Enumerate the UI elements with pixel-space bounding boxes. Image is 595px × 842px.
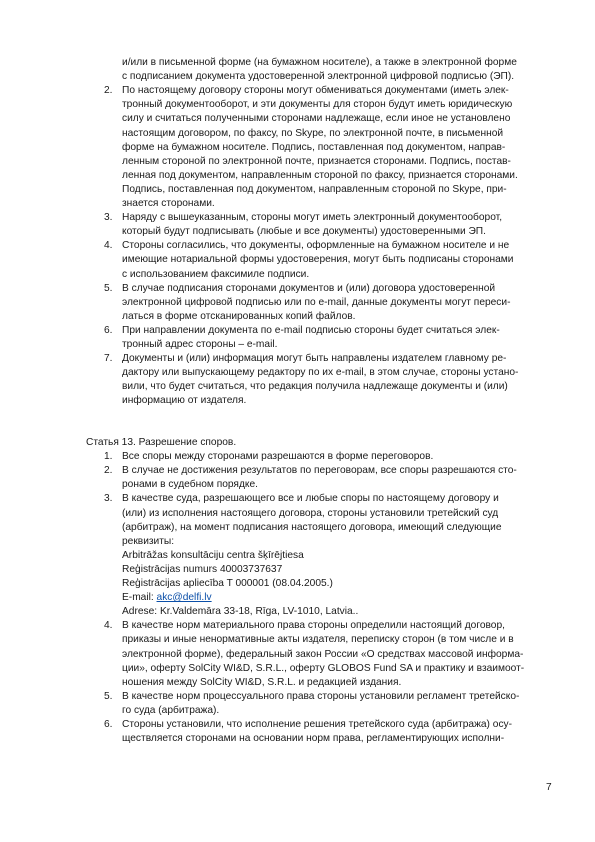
list-item-line: го суда (арбитража). (122, 704, 220, 716)
list-item-line: с использованием факсимиле подписи. (122, 268, 310, 280)
list-item-line: имеющие нотариальной формы удостоверения, могут быть подписаны сторонами (122, 254, 514, 266)
list-item-number: 2. (104, 465, 113, 477)
list-item-line: информацию от издателя. (122, 395, 247, 407)
list-item-number: 7. (104, 353, 113, 365)
list-item-number: 4. (104, 240, 113, 252)
list-item-line: ронами в судебном порядке. (122, 479, 258, 491)
list-item-number: 2. (104, 85, 113, 97)
list-item-line: электронной форме), федеральный закон России «О средствах массовой информа- (122, 648, 524, 660)
list-item-number: 3. (104, 212, 113, 224)
list-item-line: дактору или выпускающему редактору по их e-mail, в этом случае, стороны устано- (122, 367, 519, 379)
list-item-line: ции», оферту SolCity WI&D, S.R.L., оферту GLOBOS Fund SA и практику и взаимоот- (122, 662, 525, 674)
list-item-number: 6. (104, 324, 113, 336)
list-item-line: который будут подписывать (любые и все документы) удостоверенными ЭП. (122, 226, 486, 238)
list-item-line: В случае не достижения результатов по переговорам, все споры разрешаются сто- (122, 465, 517, 477)
requisites-line: Arbitrāžas konsultāciju centra šķīrējtiesa (122, 549, 304, 561)
list-item-line: настоящим договором, по факсу, по Skype, по электронной почте, в письменной (122, 127, 504, 139)
list-item-number: 5. (104, 282, 113, 294)
list-item-line: вили, что будет считаться, что редакция получила надлежаще документы и (или) (122, 381, 508, 393)
page-number: 7 (546, 782, 552, 793)
list-item-line: При направлении документа по e-mail подписью стороны будет считаться элек- (122, 324, 500, 336)
list-item-line: (или) из исполнения настоящего договора, стороны установили третейский суд (122, 507, 499, 519)
list-item-line: форме на бумажном носителе. Подпись, поставленная под документом, направ- (122, 141, 506, 153)
section-heading: Статья 13. Разрешение споров. (86, 437, 237, 448)
list-item-line: Наряду с вышеуказанным, стороны могут иметь электронный документооборот, (122, 212, 503, 224)
list-item-line: силу и считаться полученными сторонами надлежаще, если иное не установлено (122, 113, 511, 125)
list-item-line: В качестве норм процессуального права стороны установили регламент третейско- (122, 690, 520, 702)
list-item-line: латься в форме отсканированных копий файлов. (122, 310, 356, 322)
list-item-line: Подпись, поставленная под документом, направленным стороной по Skype, при- (122, 183, 507, 195)
email-label: E-mail: (122, 592, 157, 604)
list-item-line: приказы и иные ненормативные акты издателя, переписку сторон (в том числе и в (122, 634, 514, 646)
email-link[interactable]: akc@delfi.lv (156, 592, 212, 604)
list-item-line: Все споры между сторонами разрешаются в форме переговоров. (122, 451, 434, 463)
list-item-line: В качестве норм материального права стороны определили настоящий договор, (122, 620, 505, 632)
list-item-line: Документы и (или) информация могут быть направлены издателем главному ре- (122, 353, 507, 365)
requisites-email-line (122, 591, 212, 605)
list-item-number: 4. (104, 620, 113, 632)
requisites-address: Adrese: Kr.Valdemāra 33-18, Rīga, LV-1010, Latvia.. (122, 606, 359, 618)
requisites-line: Reģistrācijas apliecība T 000001 (08.04.2005.) (122, 578, 333, 589)
list-item-line: Стороны согласились, что документы, оформленные на бумажном носителе и не (122, 240, 510, 252)
requisites-line: Reģistrācijas numurs 40003737637 (122, 563, 283, 575)
list-item-line: ществляется сторонами на основании норм права, регламентирующих исполни- (122, 733, 505, 745)
list-item-line: знается сторонами. (122, 198, 215, 209)
list-item-line: ленным стороной по электронной почте, признается сторонами. Подпись, постав- (122, 155, 511, 167)
list-item-line: тронный адрес стороны – e-mail. (122, 339, 278, 350)
list-item-line: электронной цифровой подписью или по e-mail, данные документы могут переси- (122, 296, 511, 308)
list-item-number: 3. (104, 493, 113, 505)
list-item-line: ношения между SolCity WI&D, S.R.L. и редакцией издания. (122, 676, 402, 688)
list-item-number: 6. (104, 719, 113, 730)
list-item-line: ленная под документом, направленным стороной по факсу, признается сторонами. (122, 169, 518, 181)
list-item-number: 1. (104, 451, 113, 463)
list-item-line: В случае подписания сторонами документов и (или) договора удостоверенной (122, 282, 496, 294)
list-item-number: 5. (104, 690, 113, 702)
list-item-line: тронный документооборот, и эти документы для сторон будут иметь юридическую (122, 99, 513, 111)
paragraph-line: с подписанием документа удостоверенной электронной цифровой подписью (ЭП). (122, 71, 515, 83)
list-item-line: По настоящему договору стороны могут обмениваться документами (иметь элек- (122, 85, 509, 97)
list-item-line: Стороны установили, что исполнение решения третейского суда (арбитража) осу- (122, 719, 513, 730)
list-item-line: реквизиты: (122, 535, 175, 547)
paragraph-line: и/или в письменной форме (на бумажном носителе), а также в электронной форме (122, 57, 517, 68)
list-item-line: (арбитраж), на момент подписания настоящего договора, имеющий следующие (122, 521, 502, 533)
list-item-line: В качестве суда, разрешающего все и любые споры по настоящему договору и (122, 493, 499, 505)
